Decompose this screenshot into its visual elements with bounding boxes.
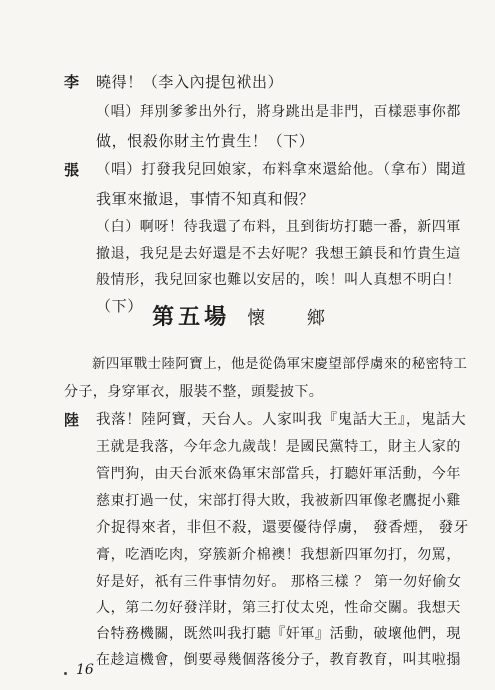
scene-heading bbox=[0, 300, 495, 331]
zhang-line-3: （白）啊呀！待我還了布料，且到街坊打聽一番，新四軍 bbox=[96, 219, 461, 235]
narration-line-2: 分子，身穿軍衣，服裝不整，頭髮披下。 bbox=[64, 384, 324, 400]
speaker-lu: 陸 bbox=[64, 411, 80, 429]
scene-title: 第五場 bbox=[152, 304, 231, 330]
page-number-bullet bbox=[64, 672, 67, 675]
lu-line-2: 王就是我落，今年念九歲哉！是國民黨特工，財主人家的 bbox=[96, 439, 461, 455]
zhang-line-1: （唱）打發我兒回娘家，布料拿來還給他。（拿布）聞道 bbox=[96, 162, 467, 178]
li-line-3: 做，恨殺你財主竹貴生！（下） bbox=[96, 132, 315, 150]
zhang-line-2: 我軍來撤退，事情不知真和假？ bbox=[96, 190, 315, 208]
scene-subtitle: 懷 鄉 bbox=[247, 308, 343, 329]
lu-line-4: 慈東打過一仗，宋部打得大敗，我被新四軍像老鷹捉小雞 bbox=[96, 493, 461, 509]
lu-line-1: 我落！陸阿寶，天台人。人家叫我『鬼話大王』，鬼話大 bbox=[96, 412, 467, 428]
lu-line-8: 人，第二勿好發洋財，第三打仗太兇，性命交關。我想天 bbox=[96, 600, 461, 616]
zhang-line-4: 撤退，我兒是去好還是不去好呢？我想王鎮長和竹貴生這 bbox=[96, 246, 461, 262]
page-number: 16 bbox=[76, 662, 94, 678]
lu-line-5: 介捉得來者，非但不殺，還要優待俘虜， 發香煙， 發牙 bbox=[96, 520, 469, 536]
speaker-zhang: 張 bbox=[64, 161, 80, 179]
zhang-line-5: 般情形，我兒回家也難以安居的，唉！叫人真想不明白！ bbox=[96, 272, 461, 288]
lu-line-7: 好是好，祇有三件事情勿好。 那格三樣 ？ 第一勿好偷女 bbox=[96, 574, 462, 590]
li-line-2: （唱）拜別爹爹出外行，將身跳出是非門，百樣惡事你都 bbox=[96, 104, 461, 120]
lu-line-9: 台特務機關，既然叫我打聽『奸軍』活動，破壞他們，現 bbox=[96, 626, 461, 642]
narration-line-1: 新四軍戰士陸阿寶上，他是從偽軍宋慶望部俘虜來的秘密特工 bbox=[92, 356, 468, 372]
lu-line-6: 膏，吃酒吃肉，穿簇新介棉襖！我想新四軍勿打，勿罵， bbox=[96, 547, 461, 563]
lu-line-3: 管門狗，由天台派來偽軍宋部當兵，打聽奸軍活動，今年 bbox=[96, 466, 461, 482]
li-line-1: 曉得！（李入內提包袱出） bbox=[96, 73, 284, 91]
zhang-line-6: （下） bbox=[96, 297, 143, 315]
speaker-li: 李 bbox=[64, 73, 80, 91]
lu-line-10: 在趁這機會，倒要尋幾個落後分子，教育教育，叫其啦搨 bbox=[96, 652, 461, 668]
